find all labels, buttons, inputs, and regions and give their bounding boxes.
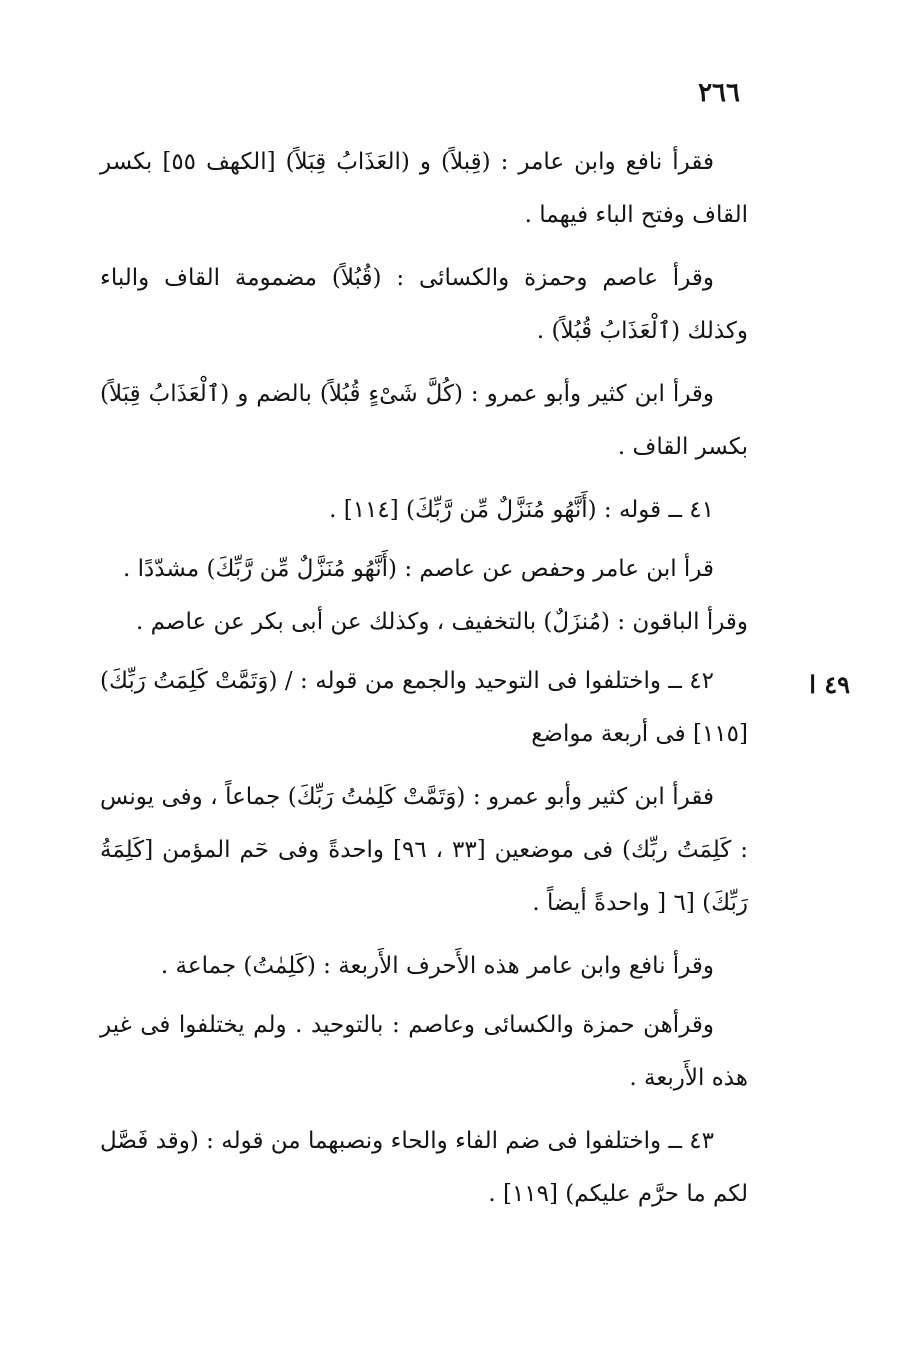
manuscript-margin-reference: ٤٩ ا [809,670,850,699]
paragraph-9: وقرأ نافع وابن عامر هذه الأَحرف الأَربعة : (كَلِمٰتُ) جماعة . [160,953,714,979]
paragraph-11: ٤٣ ــ واختلفوا فى ضم الفاء والحاء ونصبهما من قوله : (وقد فَصَّل لكم ما حرَّم عليكم) [١١٩] . [100,1128,748,1207]
paragraph-7: ٤٢ ــ واختلفوا فى التوحيد والجمع من قوله : / (وَتَمَّتْ كَلِمَتُ رَبِّكَ) [١١٥] فى أربعة مواضع [100,668,748,747]
paragraph-5: قرأ ابن عامر وحفص عن عاصم : (أَنَّهُو مُنَزَّلٌ مِّن رَّبِّكَ) مشدّدًا . [123,556,714,582]
paragraph-3: وقرأ ابن كثير وأبو عمرو : (كُلَّ شَىْءٍ قُبُلاً) بالضم و (ٱلْعَذَابُ قِبَلاً) بكسر القاف . [100,381,748,460]
paragraph-1: فقرأ نافع وابن عامر : (قِبلاً) و (العَذَابُ قِبَلاً) [الكهف ٥٥] بكسر القاف وفتح الباء فيهما . [100,149,748,228]
page-number: ٢٦٦ [698,78,740,108]
main-text [100,136,748,1221]
paragraph-10: وقرأهن حمزة والكسائى وعاصم : بالتوحيد . ولم يختلفوا فى غير هذه الأَربعة . [100,1012,748,1091]
paragraph-6: وقرأ الباقون : (مُنزَلٌ) بالتخفيف ، وكذلك عن أبى بكر عن عاصم . [135,609,748,635]
paragraph-8: فقرأ ابن كثير وأبو عمرو : (وَتَمَّتْ كَلِمٰتُ رَبِّكَ) جماعاً ، وفى يونس : كَلِمَتُ ربِّك) فى موضعين [٣٣ ، ٩٦] واحدةً وفى حٓم المؤمن [كَلِمَةُ رَبِّكَ) [٦ [ واحدةً أيضاً . [100,784,749,916]
paragraph-4: ٤١ ــ قوله : (أَنَّهُو مُنَزَّلٌ مِّن رَّبِّكَ) [١١٤] . [329,497,714,523]
paragraph-2: وقرأ عاصم وحمزة والكسائى : (قُبُلاً) مضمومة القاف والباء وكذلك (ٱلْعَذَابُ قُبُلاً) . [100,265,748,344]
